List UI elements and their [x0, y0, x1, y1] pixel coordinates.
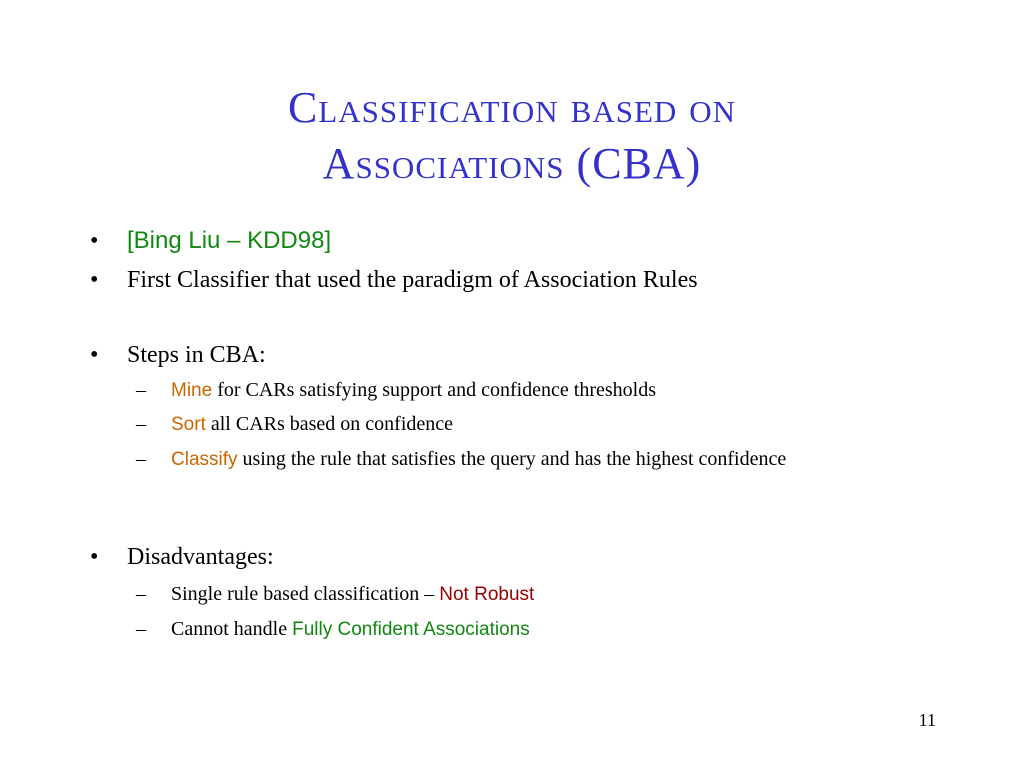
reference-text: [Bing Liu – KDD98]: [127, 227, 332, 254]
bullet-marker: •: [90, 228, 99, 254]
bullet-first-classifier: [90, 265, 698, 295]
sub-bullet-single-rule: [136, 581, 896, 608]
step-keyword-mine: Mine: [171, 380, 213, 401]
bullet-marker: •: [90, 342, 99, 368]
bullet-steps: [90, 340, 266, 370]
slide-title: [0, 80, 1024, 192]
sub-bullet-sort: [136, 411, 896, 438]
not-robust-keyword: Not Robust: [439, 584, 535, 605]
disadv-text-single-rule: Single rule based classification –: [171, 583, 440, 605]
sub-bullet-classify: [136, 446, 866, 473]
first-classifier-text: First Classifier that used the paradigm of Association Rules: [127, 267, 698, 293]
sub-bullet-text: [171, 446, 866, 473]
sub-bullet-cannot-handle: [136, 616, 896, 643]
dash-marker: –: [136, 618, 146, 640]
sub-bullet-text: [171, 411, 896, 438]
disadvantages-heading: Disadvantages:: [127, 544, 274, 570]
steps-heading: Steps in CBA:: [127, 342, 266, 368]
sub-bullet-text: [171, 581, 896, 608]
dash-marker: –: [136, 583, 146, 605]
bullet-marker: •: [90, 544, 99, 570]
page-number: 11: [918, 710, 936, 730]
dash-marker: –: [136, 379, 146, 401]
dash-marker: –: [136, 448, 146, 470]
step-keyword-sort: Sort: [171, 414, 206, 435]
bullet-disadvantages: [90, 542, 274, 572]
bullet-marker: •: [90, 267, 99, 293]
disadv-text-cannot-handle: Cannot handle: [171, 618, 293, 640]
title-line-2: Associations (CBA): [322, 139, 702, 188]
bullet-reference: [90, 226, 331, 256]
fully-confident-keyword: Fully Confident Associations: [292, 619, 530, 640]
step-text-sort: all CARs based on confidence: [205, 413, 454, 435]
sub-bullet-text: [171, 616, 896, 643]
step-text-classify: using the rule that satisfies the query and has the highest confidence: [237, 448, 787, 470]
sub-bullet-text: [171, 377, 896, 404]
sub-bullet-mine: [136, 377, 896, 404]
step-text-mine: for CARs satisfying support and confidence thresholds: [212, 379, 657, 401]
title-line-1: Classification based on: [287, 83, 737, 132]
step-keyword-classify: Classify: [171, 449, 238, 470]
dash-marker: –: [136, 413, 146, 435]
